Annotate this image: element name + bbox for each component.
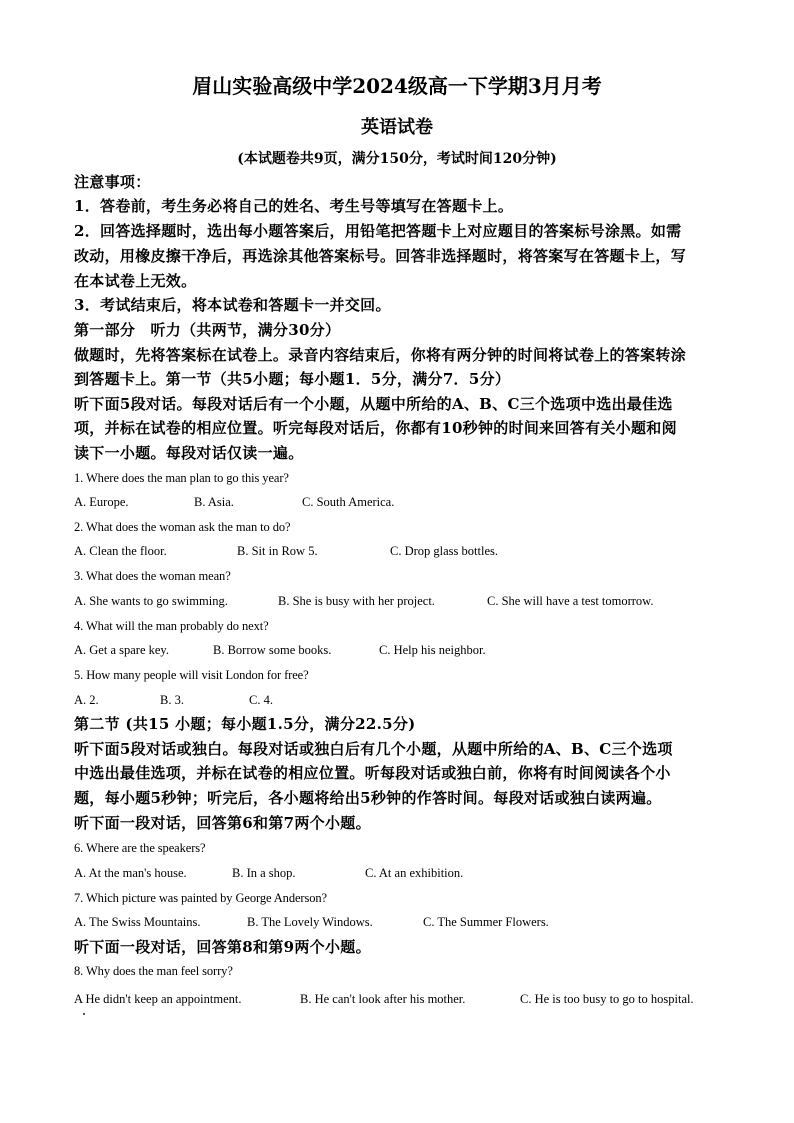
question-4: 4. What will the man probably do next? <box>74 619 269 633</box>
option-a: A He didn't keep an appointment. <box>74 992 242 1006</box>
part1-heading: 第一部分 听力（共两节，满分30分） <box>74 321 341 339</box>
exam-subject: 英语试卷 <box>361 117 433 138</box>
option-c: C. 4. <box>249 693 273 707</box>
note-line: 2．回答选择题时，选出每小题答案后，用铅笔把答题卡上对应题目的答案标号涂黑。如需 <box>74 222 682 240</box>
section2-intro-line: 中选出最佳选项，并标在试卷的相应位置。听每段对话或独白前，你将有时间阅读各个小 <box>74 764 671 782</box>
option-c: C. She will have a test tomorrow. <box>487 594 654 608</box>
question-2: 2. What does the woman ask the man to do? <box>74 520 291 534</box>
part1-intro-line: 做题时，先将答案标在试卷上。录音内容结束后，你将有两分钟的时间将试卷上的答案转涂 <box>74 346 687 364</box>
part1-intro-line: 到答题卡上。第一节（共5小题；每小题1．5分，满分7．5分） <box>74 370 511 388</box>
question-8: 8. Why does the man feel sorry? <box>74 964 233 978</box>
section2-intro-line: 题，每小题5秒钟；听完后，各小题将给出5秒钟的作答时间。每段对话或独白读两遍。 <box>74 789 662 807</box>
option-b: B. Asia. <box>194 495 234 509</box>
section2-intro-line: 听下面5段对话或独白。每段对话或独白后有几个小题，从题中所给的A、B、C三个选项 <box>74 740 673 758</box>
note-line: 3．考试结束后，将本试卷和答题卡一并交回。 <box>74 296 391 314</box>
section2-lead: 听下面一段对话，回答第8和第9两个小题。 <box>74 938 371 956</box>
section2-heading: 第二节 (共15 小题；每小题1.5分，满分22.5分) <box>74 715 416 733</box>
option-b: B. She is busy with her project. <box>278 594 435 608</box>
part1-intro-line: 项，并标在试卷的相应位置。听完每段对话后，你都有10秒钟的时间来回答有关小题和阅 <box>74 419 677 437</box>
note-line: 改动，用橡皮擦干净后，再选涂其他答案标号。回答非选择题时，将答案写在答题卡上，写 <box>74 247 687 265</box>
option-b: B. He can't look after his mother. <box>300 992 466 1006</box>
option-c: C. South America. <box>302 495 395 509</box>
question-7: 7. Which picture was painted by George Anderson? <box>74 891 328 905</box>
option-b: B. Sit in Row 5. <box>237 544 318 558</box>
options-6 <box>74 863 734 883</box>
option-b: B. In a shop. <box>232 866 296 880</box>
options-5 <box>74 690 734 710</box>
option-b: B. Borrow some books. <box>213 643 332 657</box>
question-6: 6. Where are the speakers? <box>74 841 206 855</box>
option-a: A. 2. <box>74 693 99 707</box>
note-line: 1．答卷前，考生务必将自己的姓名、考生号等填写在答题卡上。 <box>74 197 514 215</box>
option-c: C. He is too busy to go to hospital. <box>520 992 694 1006</box>
section2-lead: 听下面一段对话，回答第6和第7两个小题。 <box>74 814 371 832</box>
options-3 <box>74 591 734 611</box>
option-c: C. At an exhibition. <box>365 866 464 880</box>
option-b: B. The Lovely Windows. <box>247 915 373 929</box>
question-5: 5. How many people will visit London for free? <box>74 668 309 682</box>
exam-title: 眉山实验高级中学2024级高一下学期3月月考 <box>192 74 602 98</box>
part1-intro-line: 读下一小题。每段对话仅读一遍。 <box>74 444 304 462</box>
notes-heading: 注意事项： <box>74 173 151 191</box>
options-7 <box>74 912 734 932</box>
option-a: A. At the man's house. <box>74 866 187 880</box>
options-2 <box>74 541 734 561</box>
note-line: 在本试卷上无效。 <box>74 272 197 290</box>
question-1: 1. Where does the man plan to go this year? <box>74 471 289 485</box>
option-a: A. She wants to go swimming. <box>74 594 228 608</box>
option-a: A. Europe. <box>74 495 129 509</box>
option-c: C. The Summer Flowers. <box>423 915 549 929</box>
option-a: A. Get a spare key. <box>74 643 169 657</box>
option-c: C. Drop glass bottles. <box>390 544 498 558</box>
option-a: A. Clean the floor. <box>74 544 167 558</box>
option-a: A. The Swiss Mountains. <box>74 915 201 929</box>
scan-speck <box>83 1013 85 1015</box>
option-b: B. 3. <box>160 693 184 707</box>
exam-info: (本试题卷共9页，满分150分，考试时间120分钟) <box>237 151 557 167</box>
question-3: 3. What does the woman mean? <box>74 569 231 583</box>
part1-intro-line: 听下面5段对话。每段对话后有一个小题，从题中所给的A、B、C三个选项中选出最佳选 <box>74 395 673 413</box>
option-c: C. Help his neighbor. <box>379 643 486 657</box>
options-4 <box>74 640 734 660</box>
options-1 <box>74 492 734 512</box>
options-8 <box>74 989 734 1009</box>
